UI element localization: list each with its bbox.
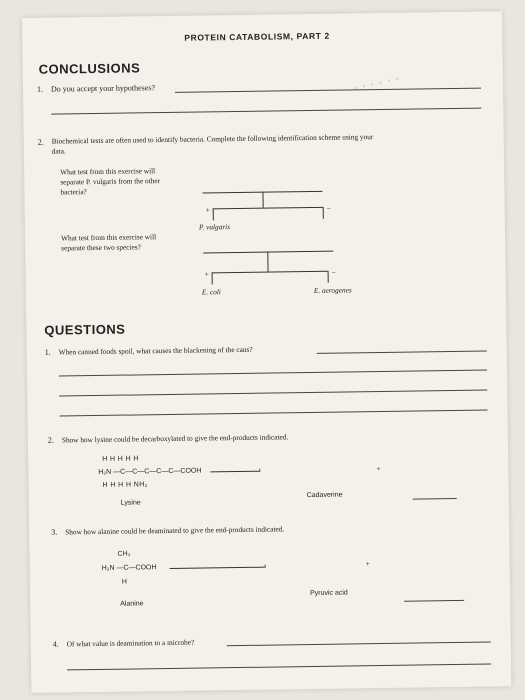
questions-q3-number: 3. (51, 527, 58, 537)
scheme-branch-left (212, 272, 213, 284)
lysine-label: Lysine (120, 499, 141, 507)
alanine-structure-main: H₂N —C—COOH (101, 564, 157, 572)
questions-q4-number: 4. (52, 639, 59, 649)
minus-sign: − (331, 267, 336, 277)
leaf-p-vulgaris: P. vulgaris (198, 222, 231, 232)
plus-sign: + (205, 205, 210, 215)
answer-line[interactable] (60, 410, 488, 417)
questions-q1-number: 1. (44, 347, 51, 357)
answer-line[interactable] (59, 370, 487, 377)
reaction-arrow (210, 471, 260, 473)
arrow-head: › (258, 464, 262, 474)
arrow-head: › (263, 560, 267, 570)
scheme-branch (213, 207, 323, 210)
test1-question-line2: separate P. vulgaris from the other (60, 176, 161, 187)
answer-line[interactable] (317, 351, 487, 354)
test1-question-line1: What test from this exercise will (60, 166, 156, 177)
worksheet-page (22, 11, 511, 693)
lysine-structure-bottom: H H H H NH₂ (102, 481, 148, 489)
scheme-stem (262, 192, 263, 208)
bleed-through-text: · · · · · · (351, 70, 402, 97)
conclusions-q2-text-cont: data. (51, 146, 66, 156)
scheme-branch (212, 271, 328, 274)
questions-q4-text: Of what value is deamination to a microbe? (66, 637, 195, 649)
scheme-branch-right (323, 207, 324, 219)
test2-question-line1: What test from this exercise will (61, 232, 157, 243)
answer-line[interactable] (227, 642, 491, 647)
test2-question-line2: separate these two species? (61, 242, 141, 253)
alanine-structure-top: CH₃ (117, 550, 131, 558)
leaf-e-aerogenes: E. aerogenes (313, 285, 352, 295)
answer-line[interactable] (67, 664, 491, 671)
plus-sign: + (204, 269, 209, 279)
conclusions-q2-number: 2. (37, 137, 44, 147)
questions-q1-text: When canned foods spoil, what causes the blackening of the cans? (58, 344, 253, 357)
reaction-arrow (170, 567, 266, 569)
lysine-structure-main: H₂N —C—C—C—C—C—COOH (98, 467, 202, 476)
conclusions-q2-text: Biochemical tests are often used to identify bacteria. Complete the following identification scheme using your (51, 132, 374, 146)
plus-sign: + (376, 464, 381, 474)
conclusions-heading: CONCLUSIONS (38, 60, 141, 77)
minus-sign: − (326, 203, 331, 213)
questions-q2-text: Show how lysine could be decarboxylated to give the end-products indicated. (61, 432, 289, 445)
scheme-stem (267, 252, 268, 272)
answer-line[interactable] (413, 498, 457, 500)
alanine-structure-bottom: H (121, 578, 127, 586)
page-title: PROTEIN CATABOLISM, PART 2 (184, 30, 330, 43)
questions-q2-number: 2. (47, 435, 54, 445)
scheme-branch-right (328, 271, 329, 283)
questions-heading: QUESTIONS (44, 321, 126, 338)
answer-line[interactable] (51, 108, 481, 115)
conclusions-q1-number: 1. (36, 84, 44, 94)
lysine-structure-top: H H H H H (102, 455, 139, 463)
scheme-branch-left (213, 208, 214, 220)
answer-line[interactable] (59, 390, 487, 397)
plus-sign: + (365, 559, 370, 569)
test1-question-line3: bacteria? (60, 187, 87, 197)
leaf-e-coli: E. coli (201, 287, 221, 297)
questions-q3-text: Show how alanine could be deaminated to give the end-products indicated. (65, 524, 285, 537)
alanine-label: Alanine (120, 600, 144, 608)
conclusions-q1-text: Do you accept your hypotheses? (50, 83, 156, 94)
answer-line[interactable] (404, 600, 464, 602)
cadaverine-label: Cadaverine (306, 491, 343, 500)
answer-line[interactable] (175, 88, 481, 93)
pyruvic-acid-label: Pyruvic acid (310, 589, 348, 598)
